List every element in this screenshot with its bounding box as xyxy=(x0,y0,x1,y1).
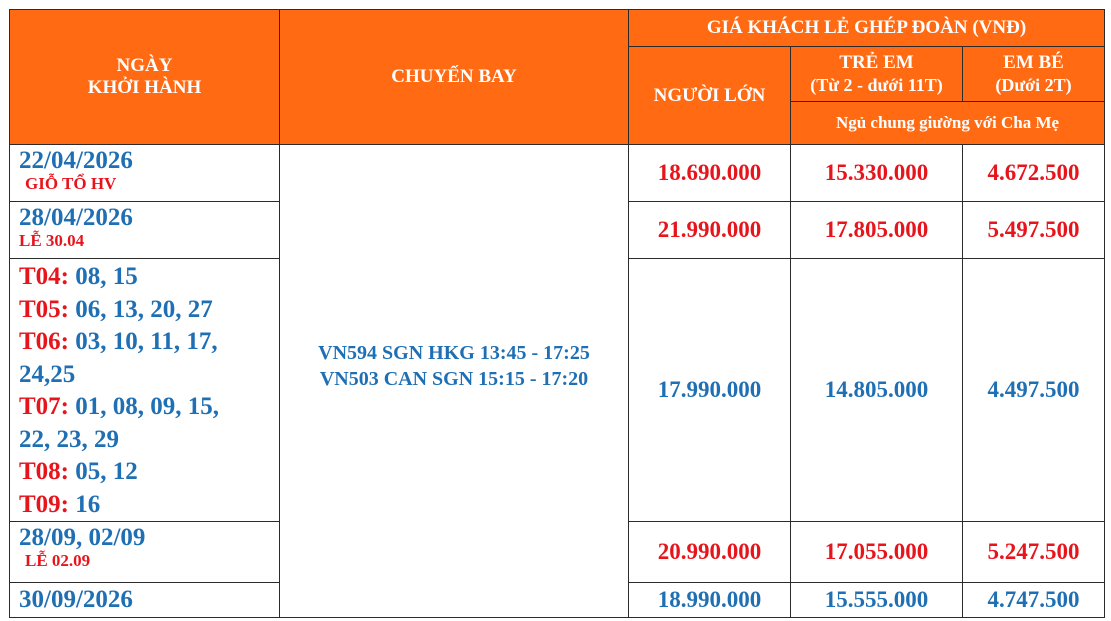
adult-price: 18.990.000 xyxy=(629,583,791,618)
shared-bed-note: Ngủ chung giường với Cha Mẹ xyxy=(791,102,1105,145)
departure-date-cell xyxy=(10,145,280,202)
month-label: T09: xyxy=(19,490,69,518)
table-row xyxy=(10,145,1105,202)
month-label: T04: xyxy=(19,263,69,290)
tour-price-table xyxy=(9,9,1105,618)
departure-date: 28/09, 02/09 xyxy=(19,524,146,551)
child-price: 17.055.000 xyxy=(791,522,963,583)
return-flight: VN503 CAN SGN 15:15 - 17:20 xyxy=(319,368,589,390)
holiday-note: LỄ 02.09 xyxy=(25,551,91,570)
holiday-note: LỄ 30.04 xyxy=(19,231,85,250)
infant-price: 4.497.500 xyxy=(963,259,1105,522)
schedule-dates: 05, 12 xyxy=(69,458,138,485)
child-price: 15.330.000 xyxy=(791,145,963,202)
price-group-header: GIÁ KHÁCH LẺ GHÉP ĐOÀN (VNĐ) xyxy=(629,10,1105,47)
schedule-dates: 01, 08, 09, 15, xyxy=(69,393,219,420)
adult-price: 21.990.000 xyxy=(629,202,791,259)
schedule-dates: 06, 13, 20, 27 xyxy=(69,295,213,323)
schedule-line xyxy=(19,489,279,522)
schedule-line xyxy=(19,326,279,359)
infant-price: 5.247.500 xyxy=(963,522,1105,583)
adult-price: 20.990.000 xyxy=(629,522,791,583)
adult-header: NGƯỜI LỚN xyxy=(629,47,791,145)
schedule-line xyxy=(19,391,279,424)
schedule-line xyxy=(19,424,279,457)
schedule-line xyxy=(19,359,279,392)
flight-info-cell xyxy=(280,145,629,618)
flight-header: CHUYẾN BAY xyxy=(280,10,629,145)
infant-price: 5.497.500 xyxy=(963,202,1105,259)
child-price: 14.805.000 xyxy=(791,259,963,522)
infant-price: 4.747.500 xyxy=(963,583,1105,618)
schedule-line xyxy=(19,456,279,489)
departure-schedule-cell xyxy=(10,259,280,522)
child-price: 15.555.000 xyxy=(791,583,963,618)
month-label: T08: xyxy=(19,458,69,485)
departure-date: 30/09/2026 xyxy=(19,586,133,613)
departure-date-header: NGÀY KHỞI HÀNH xyxy=(10,10,280,145)
schedule-dates: 24,25 xyxy=(19,360,76,388)
holiday-note: GIỖ TỔ HV xyxy=(25,174,117,193)
schedule-dates: 16 xyxy=(69,490,101,518)
schedule-dates: 08, 15 xyxy=(69,263,138,290)
month-label: T06: xyxy=(19,328,69,355)
departure-date-cell xyxy=(10,522,280,583)
adult-price: 17.990.000 xyxy=(629,259,791,522)
child-header: TRẺ EM (Từ 2 - dưới 11T) xyxy=(791,47,963,102)
schedule-dates: 03, 10, 11, 17, xyxy=(69,328,218,355)
departure-date: 28/04/2026 xyxy=(19,204,133,231)
adult-price: 18.690.000 xyxy=(629,145,791,202)
schedule-dates: 22, 23, 29 xyxy=(19,425,119,453)
child-price: 17.805.000 xyxy=(791,202,963,259)
departure-date-cell xyxy=(10,202,280,259)
outbound-flight: VN594 SGN HKG 13:45 - 17:25 xyxy=(318,342,590,364)
month-label: T05: xyxy=(19,295,69,323)
schedule-line xyxy=(19,294,279,327)
month-label: T07: xyxy=(19,393,69,420)
infant-price: 4.672.500 xyxy=(963,145,1105,202)
departure-date-cell xyxy=(10,583,280,618)
schedule-line xyxy=(19,261,279,294)
infant-header: EM BÉ (Dưới 2T) xyxy=(963,47,1105,102)
departure-date: 22/04/2026 xyxy=(19,147,133,174)
